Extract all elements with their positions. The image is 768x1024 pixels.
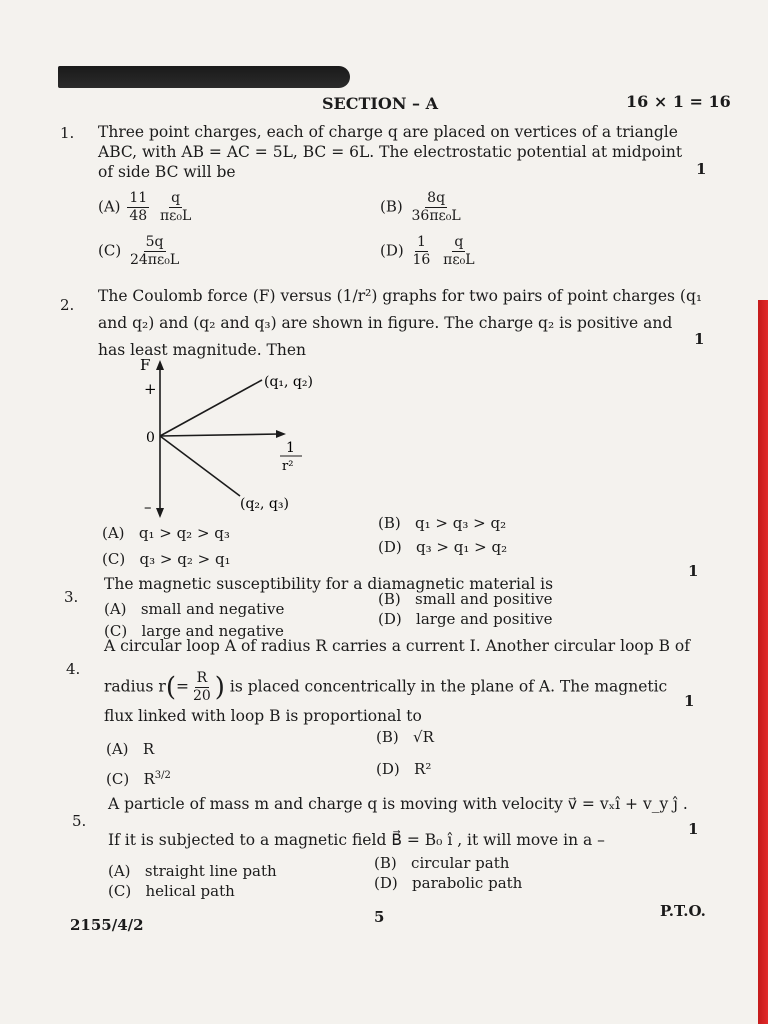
question-text-line: ABC, with AB = AC = 5L, BC = 6L. The electrostatic potential at midpoint xyxy=(98,143,683,161)
y-axis-label: F xyxy=(140,356,151,374)
option-label: (B) xyxy=(378,590,401,608)
fraction: $\frac{5q}{\text{24πε₀L}}$ xyxy=(129,234,180,268)
text-fragment: A particle of mass m and charge q is moving with velocity xyxy=(108,795,563,813)
option-c[interactable] xyxy=(102,550,231,568)
option-label: (D) xyxy=(380,241,404,260)
line-label-q1-q2: (q₁, q₂) xyxy=(264,374,313,390)
section-title: SECTION – A xyxy=(322,94,438,113)
option-a[interactable] xyxy=(98,190,195,225)
right-paren: ) xyxy=(214,672,225,703)
y-axis-down-arrow xyxy=(156,508,164,518)
option-text: R² xyxy=(414,760,432,778)
red-edge-strip xyxy=(758,300,768,1024)
option-label: (A) xyxy=(108,862,131,880)
fraction: $\frac{R}{20}$ xyxy=(192,670,211,704)
option-text: circular path xyxy=(411,854,510,872)
question-text-line: Three point charges, each of charge q are placed on vertices of a triangle xyxy=(98,123,678,141)
option-text: R xyxy=(142,740,155,758)
option-a[interactable] xyxy=(104,600,284,618)
question-text-line xyxy=(108,830,605,850)
option-text: q₁ > q₃ > q₂ xyxy=(415,514,507,532)
text-fragment: If it is subjected to a magnetic field xyxy=(108,831,387,849)
fraction: $\frac{q}{\text{πε₀L}}$ xyxy=(159,190,192,224)
line-label-q2-q3: (q₂, q₃) xyxy=(240,496,289,512)
text-fragment: is placed concentrically in the plane of A. The magnetic xyxy=(229,677,668,696)
option-label: (A) xyxy=(102,524,125,542)
option-label: (D) xyxy=(374,874,398,892)
option-d[interactable] xyxy=(374,874,522,892)
option-text: large and negative xyxy=(141,622,284,640)
option-label: (A) xyxy=(104,600,127,618)
option-c[interactable] xyxy=(108,882,235,900)
question-number: 5. xyxy=(72,812,87,830)
option-d[interactable] xyxy=(378,538,507,556)
decorative-header-bar xyxy=(58,66,350,88)
fraction: $\frac{11}{48}$ xyxy=(129,190,148,224)
question-text-line: and q₂) and (q₂ and q₃) are shown in figure. The charge q₂ is positive and xyxy=(98,314,673,332)
y-axis-arrow xyxy=(156,360,164,370)
option-label: (A) xyxy=(106,740,129,758)
option-label: (B) xyxy=(374,854,397,872)
plus-sign: + xyxy=(144,380,157,398)
option-d[interactable] xyxy=(380,234,479,269)
option-text: helical path xyxy=(145,882,235,900)
question-mark: 1 xyxy=(688,820,699,838)
x-axis-arrow xyxy=(276,430,286,438)
option-label: (B) xyxy=(378,514,401,532)
line-q1-q2 xyxy=(160,380,262,436)
option-a[interactable] xyxy=(108,862,277,880)
question-text-line: A circular loop A of radius R carries a current I. Another circular loop B of xyxy=(104,637,690,655)
option-text: small and positive xyxy=(415,590,553,608)
question-number: 4. xyxy=(66,660,81,678)
option-b[interactable] xyxy=(380,190,465,225)
question-text-line-with-fraction: radius r(= $\frac{R}{20}$ ) is placed concentrically in the plane of A. The magnetic xyxy=(104,670,668,704)
option-a[interactable] xyxy=(102,524,230,542)
question-number: 1. xyxy=(60,124,75,142)
option-text: R xyxy=(143,770,155,788)
question-text-line: flux linked with loop B is proportional to xyxy=(104,707,422,725)
minus-sign: – xyxy=(144,498,152,516)
option-text: parabolic path xyxy=(412,874,523,892)
question-mark: 1 xyxy=(684,692,695,710)
option-b[interactable] xyxy=(376,728,434,746)
section-marks: 16 × 1 = 16 xyxy=(626,92,731,111)
x-axis xyxy=(160,434,280,436)
option-text: large and positive xyxy=(416,610,553,628)
option-a[interactable] xyxy=(106,740,154,758)
origin-label: 0 xyxy=(146,430,155,446)
left-paren: ( xyxy=(165,672,176,703)
option-label: (C) xyxy=(104,622,128,640)
option-d[interactable] xyxy=(378,610,552,628)
option-label: (D) xyxy=(378,538,402,556)
question-number: 3. xyxy=(64,588,79,606)
option-text: q₃ > q₁ > q₂ xyxy=(416,538,508,556)
pto-label: P.T.O. xyxy=(660,902,706,920)
velocity-expression: v⃗ = vₓî + v_y ĵ . xyxy=(567,795,688,813)
option-b[interactable] xyxy=(378,514,506,532)
option-b[interactable] xyxy=(378,590,553,608)
question-text: The magnetic susceptibility for a diamagnetic material is xyxy=(104,575,554,593)
field-expression: B⃗ = B₀ î , it will move in a – xyxy=(391,831,605,849)
text-fragment: radius r xyxy=(104,677,166,696)
question-text-line: of side BC will be xyxy=(98,163,236,181)
question-text-line: The Coulomb force (F) versus (1/r²) graphs for two pairs of point charges (q₁ xyxy=(98,287,703,305)
fraction: $\frac{1}{16}$ xyxy=(412,234,431,268)
option-label: (C) xyxy=(102,550,126,568)
option-label: (B) xyxy=(380,197,403,216)
option-label: (D) xyxy=(378,610,402,628)
fraction: $\frac{8q}{\text{36πε₀L}}$ xyxy=(411,190,461,224)
x-axis-label-den: r² xyxy=(282,459,294,474)
option-text: q₃ > q₂ > q₁ xyxy=(139,550,231,568)
option-c[interactable] xyxy=(106,770,171,788)
line-q2-q3 xyxy=(160,436,240,496)
option-label: (C) xyxy=(106,770,130,788)
question-text-line xyxy=(108,794,688,814)
force-graph xyxy=(130,356,350,522)
page-number: 5 xyxy=(374,908,385,926)
option-text: q₁ > q₂ > q₃ xyxy=(138,524,230,542)
option-c[interactable] xyxy=(98,234,183,269)
question-mark: 1 xyxy=(694,330,705,348)
option-label: (B) xyxy=(376,728,399,746)
x-axis-label-num: 1 xyxy=(286,440,295,456)
option-text: small and negative xyxy=(140,600,285,618)
question-number: 2. xyxy=(60,296,75,314)
question-mark: 1 xyxy=(688,562,699,580)
option-label: (C) xyxy=(108,882,132,900)
option-label: (A) xyxy=(98,197,121,216)
option-b[interactable] xyxy=(374,854,509,872)
question-text-line: has least magnitude. Then xyxy=(98,341,307,359)
exponent: 3/2 xyxy=(154,770,171,781)
option-label: (C) xyxy=(98,241,122,260)
fraction: $\frac{q}{\text{πε₀L}}$ xyxy=(443,234,475,268)
option-text: straight line path xyxy=(144,862,277,880)
option-text: √R xyxy=(413,728,434,746)
question-mark: 1 xyxy=(696,160,707,178)
option-d[interactable] xyxy=(376,760,431,778)
option-label: (D) xyxy=(376,760,400,778)
paper-code: 2155/4/2 xyxy=(70,916,144,934)
